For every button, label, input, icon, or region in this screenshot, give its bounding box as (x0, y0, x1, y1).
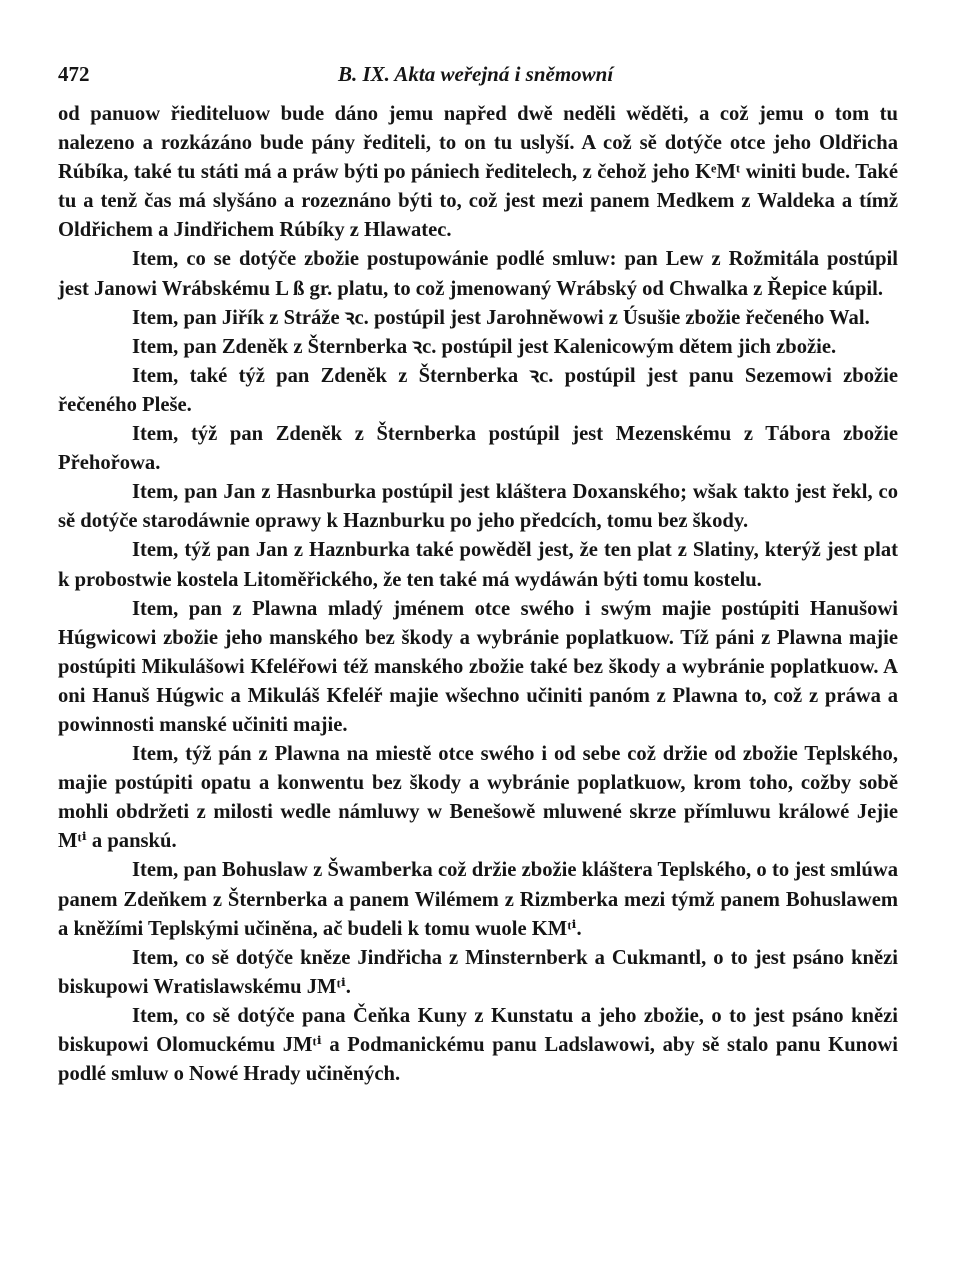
page-number: 472 (58, 62, 90, 86)
paragraph: Item, týž pan Zdeněk z Šternberka postúpil jest Mezenskému z Tábora zbožie Přehořowa. (58, 423, 898, 475)
paragraph: Item, také týž pan Zdeněk z Šternberka ꝛc. postúpil jest panu Sezemowi zbožie řečeného Pleše. (58, 364, 898, 416)
paragraph: Item, co sě dotýče pana Čeňka Kuny z Kunstatu a jeho zbožie, o to jest psáno knězi biskupowi Olomuckému JMᵗⁱ a Podmanickému panu Ladslawowi, aby sě stalo panu Kunowi podlé smluw o Nowé Hrady učiněných. (58, 1004, 898, 1086)
paragraph: Item, pan Jiřík z Stráže ꝛc. postúpil jest Jarohněwowi z Úsušie zbožie řečeného Wal. (132, 306, 870, 329)
paragraph: Item, pan Zdeněk z Šternberka ꝛc. postúpil jest Kalenicowým dětem jich zbožie. (132, 335, 837, 358)
running-head: B. IX. Akta weřejná i sněmowní (338, 62, 614, 86)
paragraph: Item, pan Bohuslaw z Šwamberka což držie zbožie kláštera Teplského, o to jest smlúwa panem Zdeňkem z Šternberka a panem Wilémem z Rizmberka mezi týmž panem Bohuslawem a kněžími Teplskými učiněna, ač budeli k tomu wuole KMᵗⁱ. (58, 859, 898, 940)
body-text (58, 100, 898, 1089)
paragraph: Item, týž pan Jan z Haznburka také powěděl jest, že ten plat z Slatiny, kterýž jest plat k probostwie kostela Litoměřického, že ten také má wydáwán býti tomu kostelu. (58, 539, 898, 591)
paragraph: Item, co sě dotýče kněze Jindřicha z Minsternberk a Cukmantl, o to jest psáno knězi biskupowi Wratislawskému JMᵗⁱ. (58, 946, 898, 998)
paragraph: Item, co se dotýče zbožie postupowánie podlé smluw: pan Lew z Rožmitála postúpil jest Janowi Wrábskému L ß gr. platu, to což jmenowaný Wrábský od Chwalka z Řepice kúpil. (58, 248, 898, 300)
paragraph: Item, pan Jan z Hasnburka postúpil jest kláštera Doxanského; wšak takto jest řekl, co sě dotýče starodáwnie oprawy k Haznburku po jeho předcích, tomu bez škody. (58, 481, 898, 533)
paragraph: Item, pan z Plawna mladý jménem otce swého i swým majie postúpiti Hanušowi Húgwicowi zbožie jeho manského bez škody a wybránie poplatkuow. Tíž páni z Plawna majie postúpiti Mikulášowi Kfeléřowi též manského zbožie také bez škody a wybránie poplatkuow. A oni Hanuš Húgwic a Mikuláš Kfeléř majie wšechno učiniti panóm z Plawna to, což z práwa a powinnosti manské učiniti majie. (58, 597, 898, 736)
paragraph: od panuow řiediteluow bude dáno jemu napřed dwě neděli wěděti, a což jemu o tom tu nalezeno a rozkázáno bude pány řediteli, to on tu uslyší. A což sě dotýče otce jeho Oldřicha Rúbíka, také tu státi má a práw býti po pániech ředitelech, z čehož jeho KᵉMᵗ winiti bude. Také tu a tenž čas má slyšáno a rozeznáno býti to, což jest mezi panem Medkem z Waldeka a tímž Oldřichem a Jindřichem Rúbíky z Hlawatec. (58, 103, 898, 242)
page-header (58, 58, 898, 94)
paragraph: Item, týž pán z Plawna na miestě otce swého i od sebe což držie od zbožie Teplského, majie postúpiti opatu a konwentu bez škody a wybránie poplatkuow, krom toho, cožby sobě mohli obdržeti z milosti wedle námluwy w Benešowě mluwené skrze přímluwu králowé Jejie Mᵗⁱ a panskú. (58, 743, 898, 853)
